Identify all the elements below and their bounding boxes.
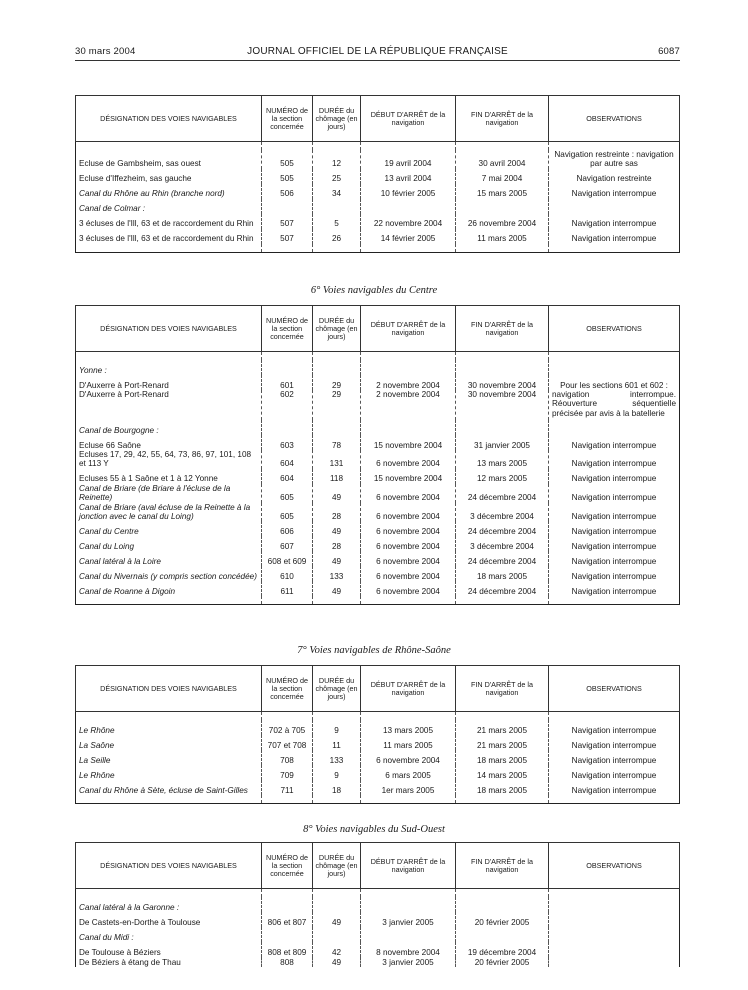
row-duree: 131 bbox=[313, 450, 361, 469]
table-row bbox=[76, 720, 680, 735]
row-num: 607 bbox=[262, 536, 313, 551]
table-row bbox=[76, 375, 680, 390]
row-fin: 11 mars 2005 bbox=[456, 229, 549, 244]
row-duree: 29 bbox=[313, 390, 361, 420]
table-row bbox=[76, 581, 680, 596]
row-fin: 19 décembre 2004 bbox=[456, 942, 549, 957]
row-obs: Navigation interrompue bbox=[549, 469, 680, 484]
row-label: D'Auxerre à Port-Renard bbox=[76, 390, 262, 420]
row-debut: 22 novembre 2004 bbox=[361, 214, 456, 229]
col-designation: DÉSIGNATION DES VOIES NAVIGABLES bbox=[76, 843, 262, 889]
col-debut: DÉBUT D'ARRÊT de la navigation bbox=[361, 96, 456, 142]
col-debut: DÉBUT D'ARRÊT de la navigation bbox=[361, 843, 456, 889]
table-row bbox=[76, 735, 680, 750]
col-numero: NUMÉRO de la section concernée bbox=[262, 843, 313, 889]
row-debut: 2 novembre 2004 bbox=[361, 390, 456, 420]
col-numero: NUMÉRO de la section concernée bbox=[262, 666, 313, 712]
row-obs: Navigation interrompue bbox=[549, 566, 680, 581]
row-debut: 14 février 2005 bbox=[361, 229, 456, 244]
row-duree: 18 bbox=[313, 780, 361, 795]
table-row bbox=[76, 897, 680, 912]
col-fin: FIN D'ARRÊT de la navigation bbox=[456, 666, 549, 712]
row-fin: 30 avril 2004 bbox=[456, 150, 549, 169]
row-fin: 20 février 2005 bbox=[456, 957, 549, 967]
row-debut: 2 novembre 2004 bbox=[361, 375, 456, 390]
row-duree: 49 bbox=[313, 521, 361, 536]
row-label: Canal du Loing bbox=[76, 536, 262, 551]
row-debut: 6 novembre 2004 bbox=[361, 484, 456, 503]
table-row bbox=[76, 765, 680, 780]
row-num: 507 bbox=[262, 229, 313, 244]
row-num: 505 bbox=[262, 150, 313, 169]
row-num: 708 bbox=[262, 750, 313, 765]
row-duree: 133 bbox=[313, 750, 361, 765]
row-fin: 21 mars 2005 bbox=[456, 735, 549, 750]
col-fin: FIN D'ARRÊT de la navigation bbox=[456, 96, 549, 142]
row-duree: 118 bbox=[313, 469, 361, 484]
row-obs: Navigation interrompue bbox=[549, 720, 680, 735]
row-label: Ecluses 17, 29, 42, 55, 64, 73, 86, 97, 101, 108 et 113 Y bbox=[76, 450, 262, 469]
row-obs: Navigation restreinte : navigation par autre sas bbox=[549, 150, 680, 169]
row-obs: Navigation interrompue bbox=[549, 435, 680, 450]
row-duree: 49 bbox=[313, 551, 361, 566]
row-fin: 30 novembre 2004 bbox=[456, 375, 549, 390]
row-duree: 11 bbox=[313, 735, 361, 750]
row-duree: 49 bbox=[313, 581, 361, 596]
row-fin: 18 mars 2005 bbox=[456, 750, 549, 765]
row-obs: Navigation interrompue bbox=[549, 750, 680, 765]
row-fin: 7 mai 2004 bbox=[456, 169, 549, 184]
row-label: Canal de Roanne à Digoin bbox=[76, 581, 262, 596]
row-debut: 3 janvier 2005 bbox=[361, 912, 456, 927]
row-duree: 26 bbox=[313, 229, 361, 244]
row-debut: 6 novembre 2004 bbox=[361, 450, 456, 469]
row-fin: 21 mars 2005 bbox=[456, 720, 549, 735]
row-debut: 15 novembre 2004 bbox=[361, 435, 456, 450]
row-obs bbox=[549, 912, 680, 927]
row-duree: 9 bbox=[313, 765, 361, 780]
row-debut: 3 janvier 2005 bbox=[361, 957, 456, 967]
table-row bbox=[76, 450, 680, 469]
row-obs: Navigation interrompue bbox=[549, 503, 680, 522]
row-label: Canal de Bourgogne : bbox=[76, 420, 262, 435]
row-fin: 24 décembre 2004 bbox=[456, 521, 549, 536]
row-obs: Navigation interrompue bbox=[549, 484, 680, 503]
table-row bbox=[76, 780, 680, 795]
row-label: Ecluse 66 Saône bbox=[76, 435, 262, 450]
col-designation: DÉSIGNATION DES VOIES NAVIGABLES bbox=[76, 96, 262, 142]
row-duree: 34 bbox=[313, 184, 361, 199]
col-duree: DURÉE du chômage (en jours) bbox=[313, 96, 361, 142]
col-duree: DURÉE du chômage (en jours) bbox=[313, 306, 361, 352]
col-fin: FIN D'ARRÊT de la navigation bbox=[456, 306, 549, 352]
row-num: 605 bbox=[262, 503, 313, 522]
row-label: De Castets-en-Dorthe à Toulouse bbox=[76, 912, 262, 927]
row-num: 507 bbox=[262, 214, 313, 229]
row-duree: 42 bbox=[313, 942, 361, 957]
row-fin: 30 novembre 2004 bbox=[456, 390, 549, 420]
col-observations: OBSERVATIONS bbox=[549, 306, 680, 352]
row-label: Le Rhône bbox=[76, 720, 262, 735]
row-fin: 24 décembre 2004 bbox=[456, 484, 549, 503]
row-num: 610 bbox=[262, 566, 313, 581]
row-num: 608 et 609 bbox=[262, 551, 313, 566]
row-obs bbox=[549, 942, 680, 957]
row-fin: 24 décembre 2004 bbox=[456, 581, 549, 596]
header-page-number: 6087 bbox=[658, 46, 680, 57]
table-row bbox=[76, 435, 680, 450]
row-label: Yonne : bbox=[76, 360, 262, 375]
row-debut: 6 novembre 2004 bbox=[361, 551, 456, 566]
row-fin: 24 décembre 2004 bbox=[456, 551, 549, 566]
row-debut: 6 novembre 2004 bbox=[361, 503, 456, 522]
row-duree: 49 bbox=[313, 484, 361, 503]
col-observations: OBSERVATIONS bbox=[549, 96, 680, 142]
col-observations: OBSERVATIONS bbox=[549, 843, 680, 889]
row-debut: 6 mars 2005 bbox=[361, 765, 456, 780]
row-debut: 1er mars 2005 bbox=[361, 780, 456, 795]
row-num: 702 à 705 bbox=[262, 720, 313, 735]
table-row bbox=[76, 469, 680, 484]
row-label: 3 écluses de l'Ill, 63 et de raccordement du Rhin bbox=[76, 214, 262, 229]
row-label: D'Auxerre à Port-Renard bbox=[76, 375, 262, 390]
table-section-8 bbox=[75, 842, 680, 967]
row-label: Canal latéral à la Loire bbox=[76, 551, 262, 566]
row-duree: 12 bbox=[313, 150, 361, 169]
row-duree: 78 bbox=[313, 435, 361, 450]
row-duree: 9 bbox=[313, 720, 361, 735]
col-designation: DÉSIGNATION DES VOIES NAVIGABLES bbox=[76, 306, 262, 352]
row-debut: 6 novembre 2004 bbox=[361, 521, 456, 536]
row-label: 3 écluses de l'Ill, 63 et de raccordement du Rhin bbox=[76, 229, 262, 244]
row-duree: 5 bbox=[313, 214, 361, 229]
row-fin: 15 mars 2005 bbox=[456, 184, 549, 199]
col-duree: DURÉE du chômage (en jours) bbox=[313, 666, 361, 712]
table-row bbox=[76, 199, 680, 214]
row-label: Ecluse de Gambsheim, sas ouest bbox=[76, 150, 262, 169]
row-duree: 49 bbox=[313, 957, 361, 967]
row-fin: 20 février 2005 bbox=[456, 912, 549, 927]
row-num: 605 bbox=[262, 484, 313, 503]
row-obs: Navigation interrompue bbox=[549, 184, 680, 199]
row-obs: navigation interrompue. Réouverture séquentielle précisée par avis à la batellerie bbox=[549, 390, 680, 420]
row-label: La Seille bbox=[76, 750, 262, 765]
row-debut: 8 novembre 2004 bbox=[361, 942, 456, 957]
row-fin: 3 décembre 2004 bbox=[456, 503, 549, 522]
row-label: De Toulouse à Béziers bbox=[76, 942, 262, 957]
row-label: Canal du Centre bbox=[76, 521, 262, 536]
row-debut: 13 avril 2004 bbox=[361, 169, 456, 184]
row-fin: 26 novembre 2004 bbox=[456, 214, 549, 229]
col-numero: NUMÉRO de la section concernée bbox=[262, 96, 313, 142]
row-obs bbox=[549, 957, 680, 967]
page-header bbox=[75, 42, 680, 66]
row-label: De Béziers à étang de Thau bbox=[76, 957, 262, 967]
row-label: Canal du Rhône à Sète, écluse de Saint-Gilles bbox=[76, 780, 262, 795]
row-num: 808 et 809 bbox=[262, 942, 313, 957]
row-duree: 49 bbox=[313, 912, 361, 927]
row-debut: 13 mars 2005 bbox=[361, 720, 456, 735]
row-debut: 6 novembre 2004 bbox=[361, 581, 456, 596]
row-num: 604 bbox=[262, 469, 313, 484]
row-obs: Navigation interrompue bbox=[549, 536, 680, 551]
row-obs: Navigation interrompue bbox=[549, 450, 680, 469]
row-debut: 6 novembre 2004 bbox=[361, 750, 456, 765]
header-title: JOURNAL OFFICIEL DE LA RÉPUBLIQUE FRANÇAISE bbox=[247, 46, 508, 57]
row-num: 707 et 708 bbox=[262, 735, 313, 750]
row-fin: 3 décembre 2004 bbox=[456, 536, 549, 551]
table-row bbox=[76, 214, 680, 229]
table-row bbox=[76, 390, 680, 420]
row-label: Canal de Briare (aval écluse de la Reinette à la jonction avec le canal du Loing) bbox=[76, 503, 262, 522]
row-debut: 6 novembre 2004 bbox=[361, 536, 456, 551]
section-title-rhone-saone: 7° Voies navigables de Rhône-Saône bbox=[297, 645, 451, 656]
row-label: Canal du Midi : bbox=[76, 927, 262, 942]
row-obs: Navigation interrompue bbox=[549, 735, 680, 750]
row-num: 709 bbox=[262, 765, 313, 780]
row-num: 602 bbox=[262, 390, 313, 420]
row-num: 506 bbox=[262, 184, 313, 199]
table-row bbox=[76, 551, 680, 566]
table-row bbox=[76, 420, 680, 435]
row-label: La Saône bbox=[76, 735, 262, 750]
row-obs: Pour les sections 601 et 602 : bbox=[549, 375, 680, 390]
row-fin: 18 mars 2005 bbox=[456, 566, 549, 581]
table-row bbox=[76, 566, 680, 581]
table-row bbox=[76, 750, 680, 765]
row-debut: 6 novembre 2004 bbox=[361, 566, 456, 581]
row-duree: 29 bbox=[313, 375, 361, 390]
row-obs: Navigation interrompue bbox=[549, 765, 680, 780]
row-label: Canal de Colmar : bbox=[76, 199, 262, 214]
row-label: Canal latéral à la Garonne : bbox=[76, 897, 262, 912]
row-obs: Navigation interrompue bbox=[549, 581, 680, 596]
table-row bbox=[76, 927, 680, 942]
table-section-5-end bbox=[75, 95, 680, 253]
table-row bbox=[76, 484, 680, 503]
row-num: 603 bbox=[262, 435, 313, 450]
row-num: 611 bbox=[262, 581, 313, 596]
row-fin: 18 mars 2005 bbox=[456, 780, 549, 795]
col-designation: DÉSIGNATION DES VOIES NAVIGABLES bbox=[76, 666, 262, 712]
row-obs: Navigation interrompue bbox=[549, 229, 680, 244]
row-fin: 12 mars 2005 bbox=[456, 469, 549, 484]
col-fin: FIN D'ARRÊT de la navigation bbox=[456, 843, 549, 889]
table-row bbox=[76, 942, 680, 957]
table-row bbox=[76, 521, 680, 536]
table-row bbox=[76, 229, 680, 244]
col-numero: NUMÉRO de la section concernée bbox=[262, 306, 313, 352]
table-section-7 bbox=[75, 665, 680, 804]
row-fin: 14 mars 2005 bbox=[456, 765, 549, 780]
table-row bbox=[76, 150, 680, 169]
row-duree: 133 bbox=[313, 566, 361, 581]
row-num: 604 bbox=[262, 450, 313, 469]
row-duree: 25 bbox=[313, 169, 361, 184]
row-duree: 28 bbox=[313, 503, 361, 522]
row-obs: Navigation restreinte bbox=[549, 169, 680, 184]
table-row bbox=[76, 360, 680, 375]
row-obs: Navigation interrompue bbox=[549, 214, 680, 229]
row-debut: 10 février 2005 bbox=[361, 184, 456, 199]
col-debut: DÉBUT D'ARRÊT de la navigation bbox=[361, 306, 456, 352]
table-section-6 bbox=[75, 305, 680, 605]
row-debut: 11 mars 2005 bbox=[361, 735, 456, 750]
table-row bbox=[76, 169, 680, 184]
row-label: Canal de Briare (de Briare à l'écluse de la Reinette) bbox=[76, 484, 262, 503]
table-row bbox=[76, 536, 680, 551]
col-observations: OBSERVATIONS bbox=[549, 666, 680, 712]
row-num: 601 bbox=[262, 375, 313, 390]
row-num: 606 bbox=[262, 521, 313, 536]
table-row bbox=[76, 912, 680, 927]
col-duree: DURÉE du chômage (en jours) bbox=[313, 843, 361, 889]
row-fin: 13 mars 2005 bbox=[456, 450, 549, 469]
section-title-sud-ouest: 8° Voies navigables du Sud-Ouest bbox=[303, 824, 445, 835]
row-num: 505 bbox=[262, 169, 313, 184]
row-debut: 15 novembre 2004 bbox=[361, 469, 456, 484]
row-label: Le Rhône bbox=[76, 765, 262, 780]
row-debut: 19 avril 2004 bbox=[361, 150, 456, 169]
row-obs: Navigation interrompue bbox=[549, 551, 680, 566]
table-row bbox=[76, 184, 680, 199]
row-num: 806 et 807 bbox=[262, 912, 313, 927]
header-rule bbox=[75, 60, 680, 61]
row-obs: Navigation interrompue bbox=[549, 521, 680, 536]
col-debut: DÉBUT D'ARRÊT de la navigation bbox=[361, 666, 456, 712]
table-row bbox=[76, 957, 680, 967]
row-fin: 31 janvier 2005 bbox=[456, 435, 549, 450]
row-label: Ecluse d'Iffezheim, sas gauche bbox=[76, 169, 262, 184]
section-title-centre: 6° Voies navigables du Centre bbox=[310, 285, 438, 296]
table-row bbox=[76, 503, 680, 522]
row-obs: Navigation interrompue bbox=[549, 780, 680, 795]
row-duree: 28 bbox=[313, 536, 361, 551]
row-num: 711 bbox=[262, 780, 313, 795]
row-label: Canal du Nivernais (y compris section concédée) bbox=[76, 566, 262, 581]
row-label: Ecluses 55 à 1 Saône et 1 à 12 Yonne bbox=[76, 469, 262, 484]
row-label: Canal du Rhône au Rhin (branche nord) bbox=[76, 184, 262, 199]
row-num: 808 bbox=[262, 957, 313, 967]
header-date: 30 mars 2004 bbox=[75, 46, 136, 57]
